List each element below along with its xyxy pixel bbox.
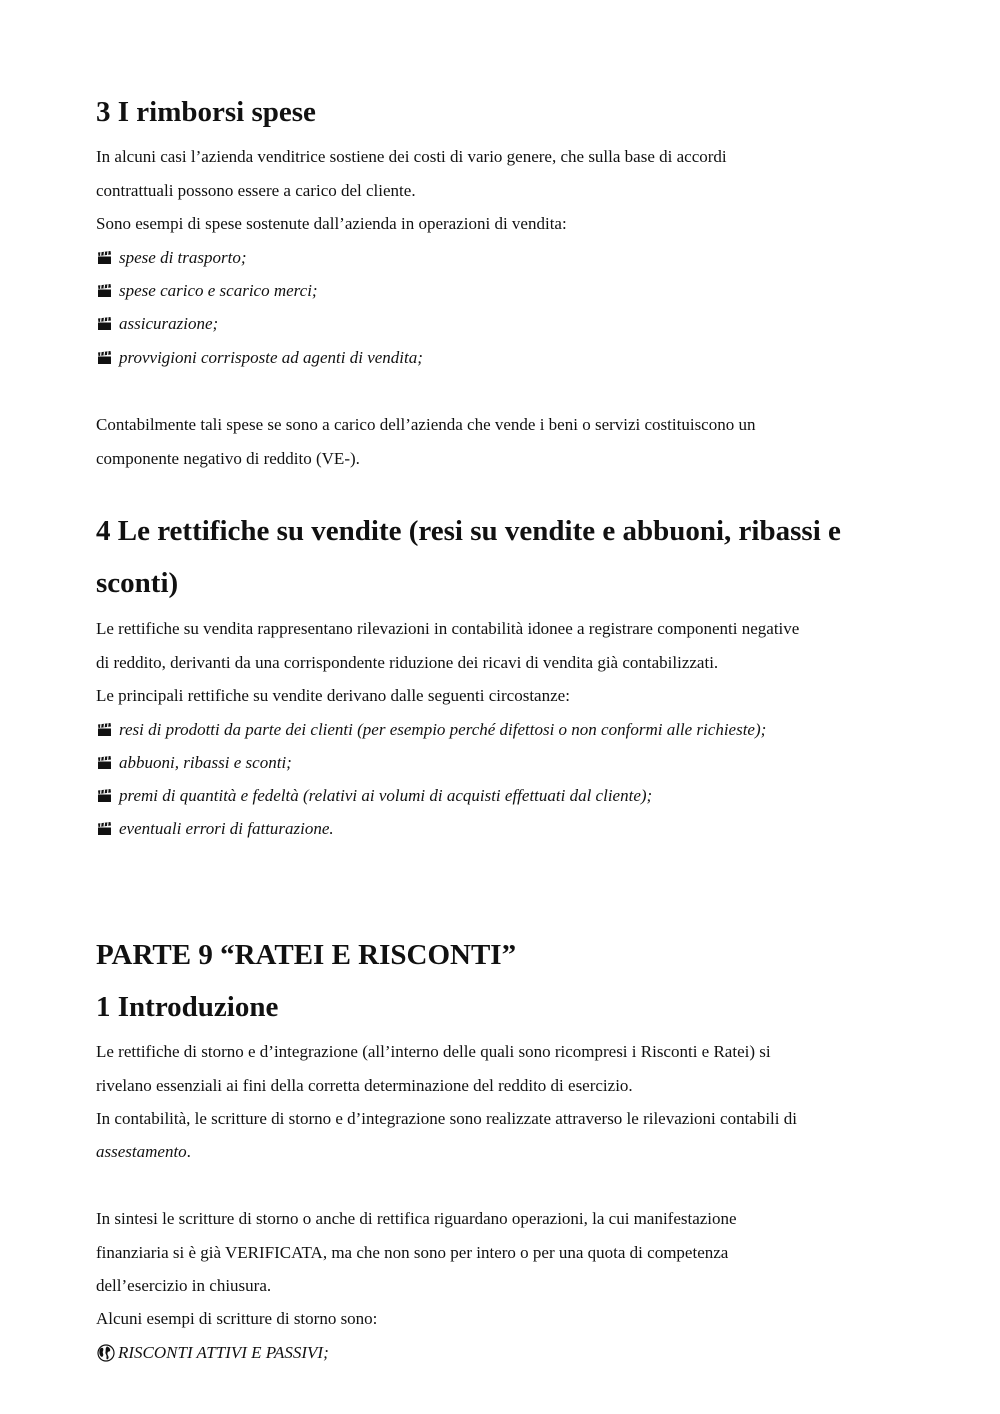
paragraph-line: Alcuni esempi di scritture di storno sono: <box>96 1309 378 1328</box>
paragraph-line: rivelano essenziali ai fini della corretta determinazione del reddito di esercizio. <box>96 1076 633 1095</box>
clapperboard-icon <box>97 723 113 737</box>
paragraph-line: finanziaria si è già VERIFICATA, ma che non sono per intero o per una quota di competenza <box>96 1243 729 1262</box>
paragraph-line: Le rettifiche di storno e d’integrazione (all’interno delle quali sono ricompresi i Risconti e Ratei) si <box>96 1042 771 1061</box>
section-3-heading: 3 I rimborsi spese <box>96 96 316 128</box>
clapperboard-icon <box>97 822 113 836</box>
italic-term: assestamento <box>96 1142 187 1161</box>
paragraph-line: In contabilità, le scritture di storno e d’integrazione sono realizzate attraverso le rilevazioni contabili di <box>96 1109 797 1128</box>
list-item: RISCONTI ATTIVI E PASSIVI; <box>97 1342 329 1364</box>
list-item: abbuoni, ribassi e sconti; <box>97 752 292 774</box>
clapperboard-icon <box>97 351 113 365</box>
list-item: premi di quantità e fedeltà (relativi ai volumi di acquisti effettuati dal cliente); <box>97 785 652 807</box>
list-item: provvigioni corrisposte ad agenti di vendita; <box>97 347 423 369</box>
paragraph-line: Le principali rettifiche su vendite derivano dalle seguenti circostanze: <box>96 686 570 705</box>
list-item: assicurazione; <box>97 313 218 335</box>
paragraph-line: dell’esercizio in chiusura. <box>96 1276 272 1295</box>
list-item: resi di prodotti da parte dei clienti (per esempio perché difettosi o non conformi alle richieste); <box>97 719 766 741</box>
part-9-heading: PARTE 9 “RATEI E RISCONTI” <box>96 939 517 971</box>
introduction-heading: 1 Introduzione <box>96 991 279 1023</box>
clapperboard-icon <box>97 317 113 331</box>
paragraph-line: In sintesi le scritture di storno o anche di rettifica riguardano operazioni, la cui manifestazione <box>96 1209 737 1228</box>
paragraph-line: In alcuni casi l’azienda venditrice sostiene dei costi di vario genere, che sulla base di accordi <box>96 147 727 166</box>
paragraph-line: Contabilmente tali spese se sono a carico dell’azienda che vende i beni o servizi costituiscono un <box>96 415 756 434</box>
section-4-heading-line-2: sconti) <box>96 567 179 599</box>
globe-icon <box>97 1344 115 1362</box>
section-4-heading-line-1: 4 Le rettifiche su vendite (resi su vendite e abbuoni, ribassi e <box>96 515 841 547</box>
list-item: spese di trasporto; <box>97 247 247 269</box>
list-item: spese carico e scarico merci; <box>97 280 318 302</box>
clapperboard-icon <box>97 756 113 770</box>
clapperboard-icon <box>97 251 113 265</box>
paragraph-line: componente negativo di reddito (VE-). <box>96 449 360 468</box>
clapperboard-icon <box>97 284 113 298</box>
clapperboard-icon <box>97 789 113 803</box>
paragraph-line: assestamento. <box>96 1142 191 1161</box>
paragraph-line: Sono esempi di spese sostenute dall’azienda in operazioni di vendita: <box>96 214 567 233</box>
paragraph-line: contrattuali possono essere a carico del cliente. <box>96 181 416 200</box>
paragraph-line: Le rettifiche su vendita rappresentano rilevazioni in contabilità idonee a registrare componenti negative <box>96 619 800 638</box>
list-item: eventuali errori di fatturazione. <box>97 818 334 840</box>
paragraph-line: di reddito, derivanti da una corrispondente riduzione dei ricavi di vendita già contabilizzati. <box>96 653 719 672</box>
